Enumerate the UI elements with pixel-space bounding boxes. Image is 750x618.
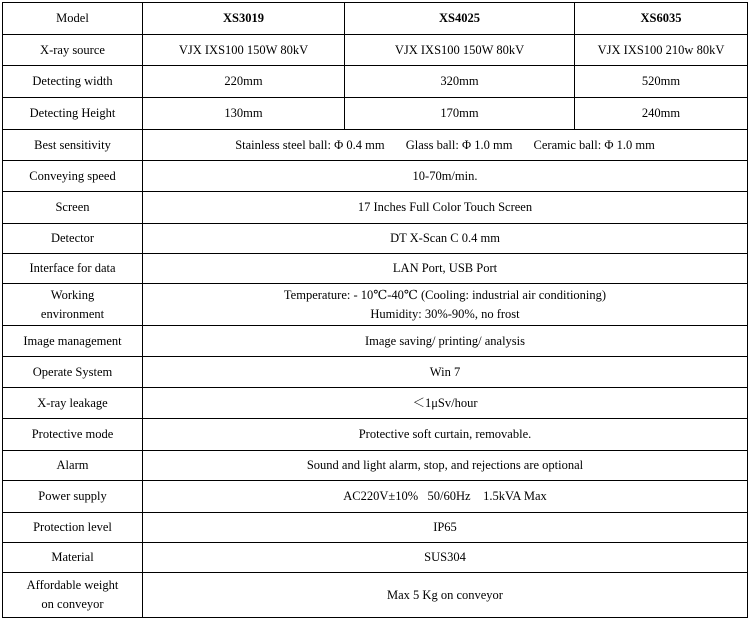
sensitivity-steel: Stainless steel ball: Φ 0.4 mm [235,137,385,152]
row-label-xray-source: X-ray source [3,35,143,66]
row-label-image-management: Image management [3,326,143,357]
table-row-operate-system [3,357,748,388]
row-label-best-sensitivity: Best sensitivity [3,130,143,161]
row-label-working-line2: environment [40,306,105,321]
row-label-model: Model [3,3,143,35]
row-label-weight-line2: on conveyor [41,597,104,611]
cell-affordable-weight: Max 5 Kg on conveyor [143,573,748,618]
model-xs4025: XS4025 [345,3,575,35]
table-row-material [3,543,748,573]
cell-operate-system: Win 7 [143,357,748,388]
table-row-xray-source [3,35,748,66]
table-row-model [3,3,748,35]
model-xs3019: XS3019 [143,3,345,35]
cell-detecting-height-xs6035: 240mm [575,98,748,130]
row-label-power-supply: Power supply [3,481,143,513]
cell-image-management: Image saving/ printing/ analysis [143,326,748,357]
row-label-protective-mode: Protective mode [3,419,143,451]
row-label-xray-leakage: X-ray leakage [3,388,143,419]
cell-detecting-height-xs3019: 130mm [143,98,345,130]
cell-xray-source-xs6035: VJX IXS100 210w 80kV [575,35,748,66]
cell-conveying-speed: 10-70m/min. [143,161,748,192]
row-label-detecting-width: Detecting width [3,66,143,98]
sensitivity-ceramic: Ceramic ball: Φ 1.0 mm [533,137,655,152]
table-row-conveying-speed [3,161,748,192]
cell-material: SUS304 [143,543,748,573]
table-row-detecting-width [3,66,748,98]
row-label-working-environment [3,284,143,326]
table-row-detecting-height [3,98,748,130]
sensitivity-glass: Glass ball: Φ 1.0 mm [405,137,513,152]
cell-protection-level: IP65 [143,513,748,543]
row-label-weight-line1: Affordable weight [26,578,119,592]
row-label-detector: Detector [3,224,143,254]
cell-xray-leakage: ＜1μSv/hour [143,388,748,419]
row-label-operate-system: Operate System [3,357,143,388]
table-row-best-sensitivity [3,130,748,161]
row-label-interface: Interface for data [3,254,143,284]
row-label-screen: Screen [3,192,143,224]
working-env-temperature: Temperature: - 10℃-40℃ (Cooling: industrial air conditioning) [283,287,607,302]
cell-protective-mode: Protective soft curtain, removable. [143,419,748,451]
table-row-xray-leakage [3,388,748,419]
row-label-affordable-weight [3,573,143,618]
table-row-detector [3,224,748,254]
table-row-affordable-weight [3,573,748,618]
table-row-image-management [3,326,748,357]
cell-detecting-width-xs6035: 520mm [575,66,748,98]
spec-table [2,2,748,618]
row-label-material: Material [3,543,143,573]
cell-screen: 17 Inches Full Color Touch Screen [143,192,748,224]
row-label-alarm: Alarm [3,451,143,481]
model-xs6035: XS6035 [575,3,748,35]
cell-detector: DT X-Scan C 0.4 mm [143,224,748,254]
cell-detecting-width-xs4025: 320mm [345,66,575,98]
cell-xray-source-xs4025: VJX IXS100 150W 80kV [345,35,575,66]
table-row-power-supply [3,481,748,513]
cell-power-supply: AC220V±10% 50/60Hz 1.5kVA Max [143,481,748,513]
table-row-alarm [3,451,748,481]
row-label-protection-level: Protection level [3,513,143,543]
cell-interface: LAN Port, USB Port [143,254,748,284]
row-label-conveying-speed: Conveying speed [3,161,143,192]
table-row-screen [3,192,748,224]
table-row-interface [3,254,748,284]
table-row-protective-mode [3,419,748,451]
row-label-detecting-height: Detecting Height [3,98,143,130]
table-row-working-environment [3,284,748,326]
table-row-protection-level [3,513,748,543]
cell-detecting-width-xs3019: 220mm [143,66,345,98]
cell-best-sensitivity [143,130,748,161]
cell-detecting-height-xs4025: 170mm [345,98,575,130]
working-env-humidity: Humidity: 30%-90%, no frost [370,306,520,321]
cell-xray-source-xs3019: VJX IXS100 150W 80kV [143,35,345,66]
cell-alarm: Sound and light alarm, stop, and rejections are optional [143,451,748,481]
cell-working-environment [143,284,748,326]
row-label-working-line1: Working [50,287,95,302]
